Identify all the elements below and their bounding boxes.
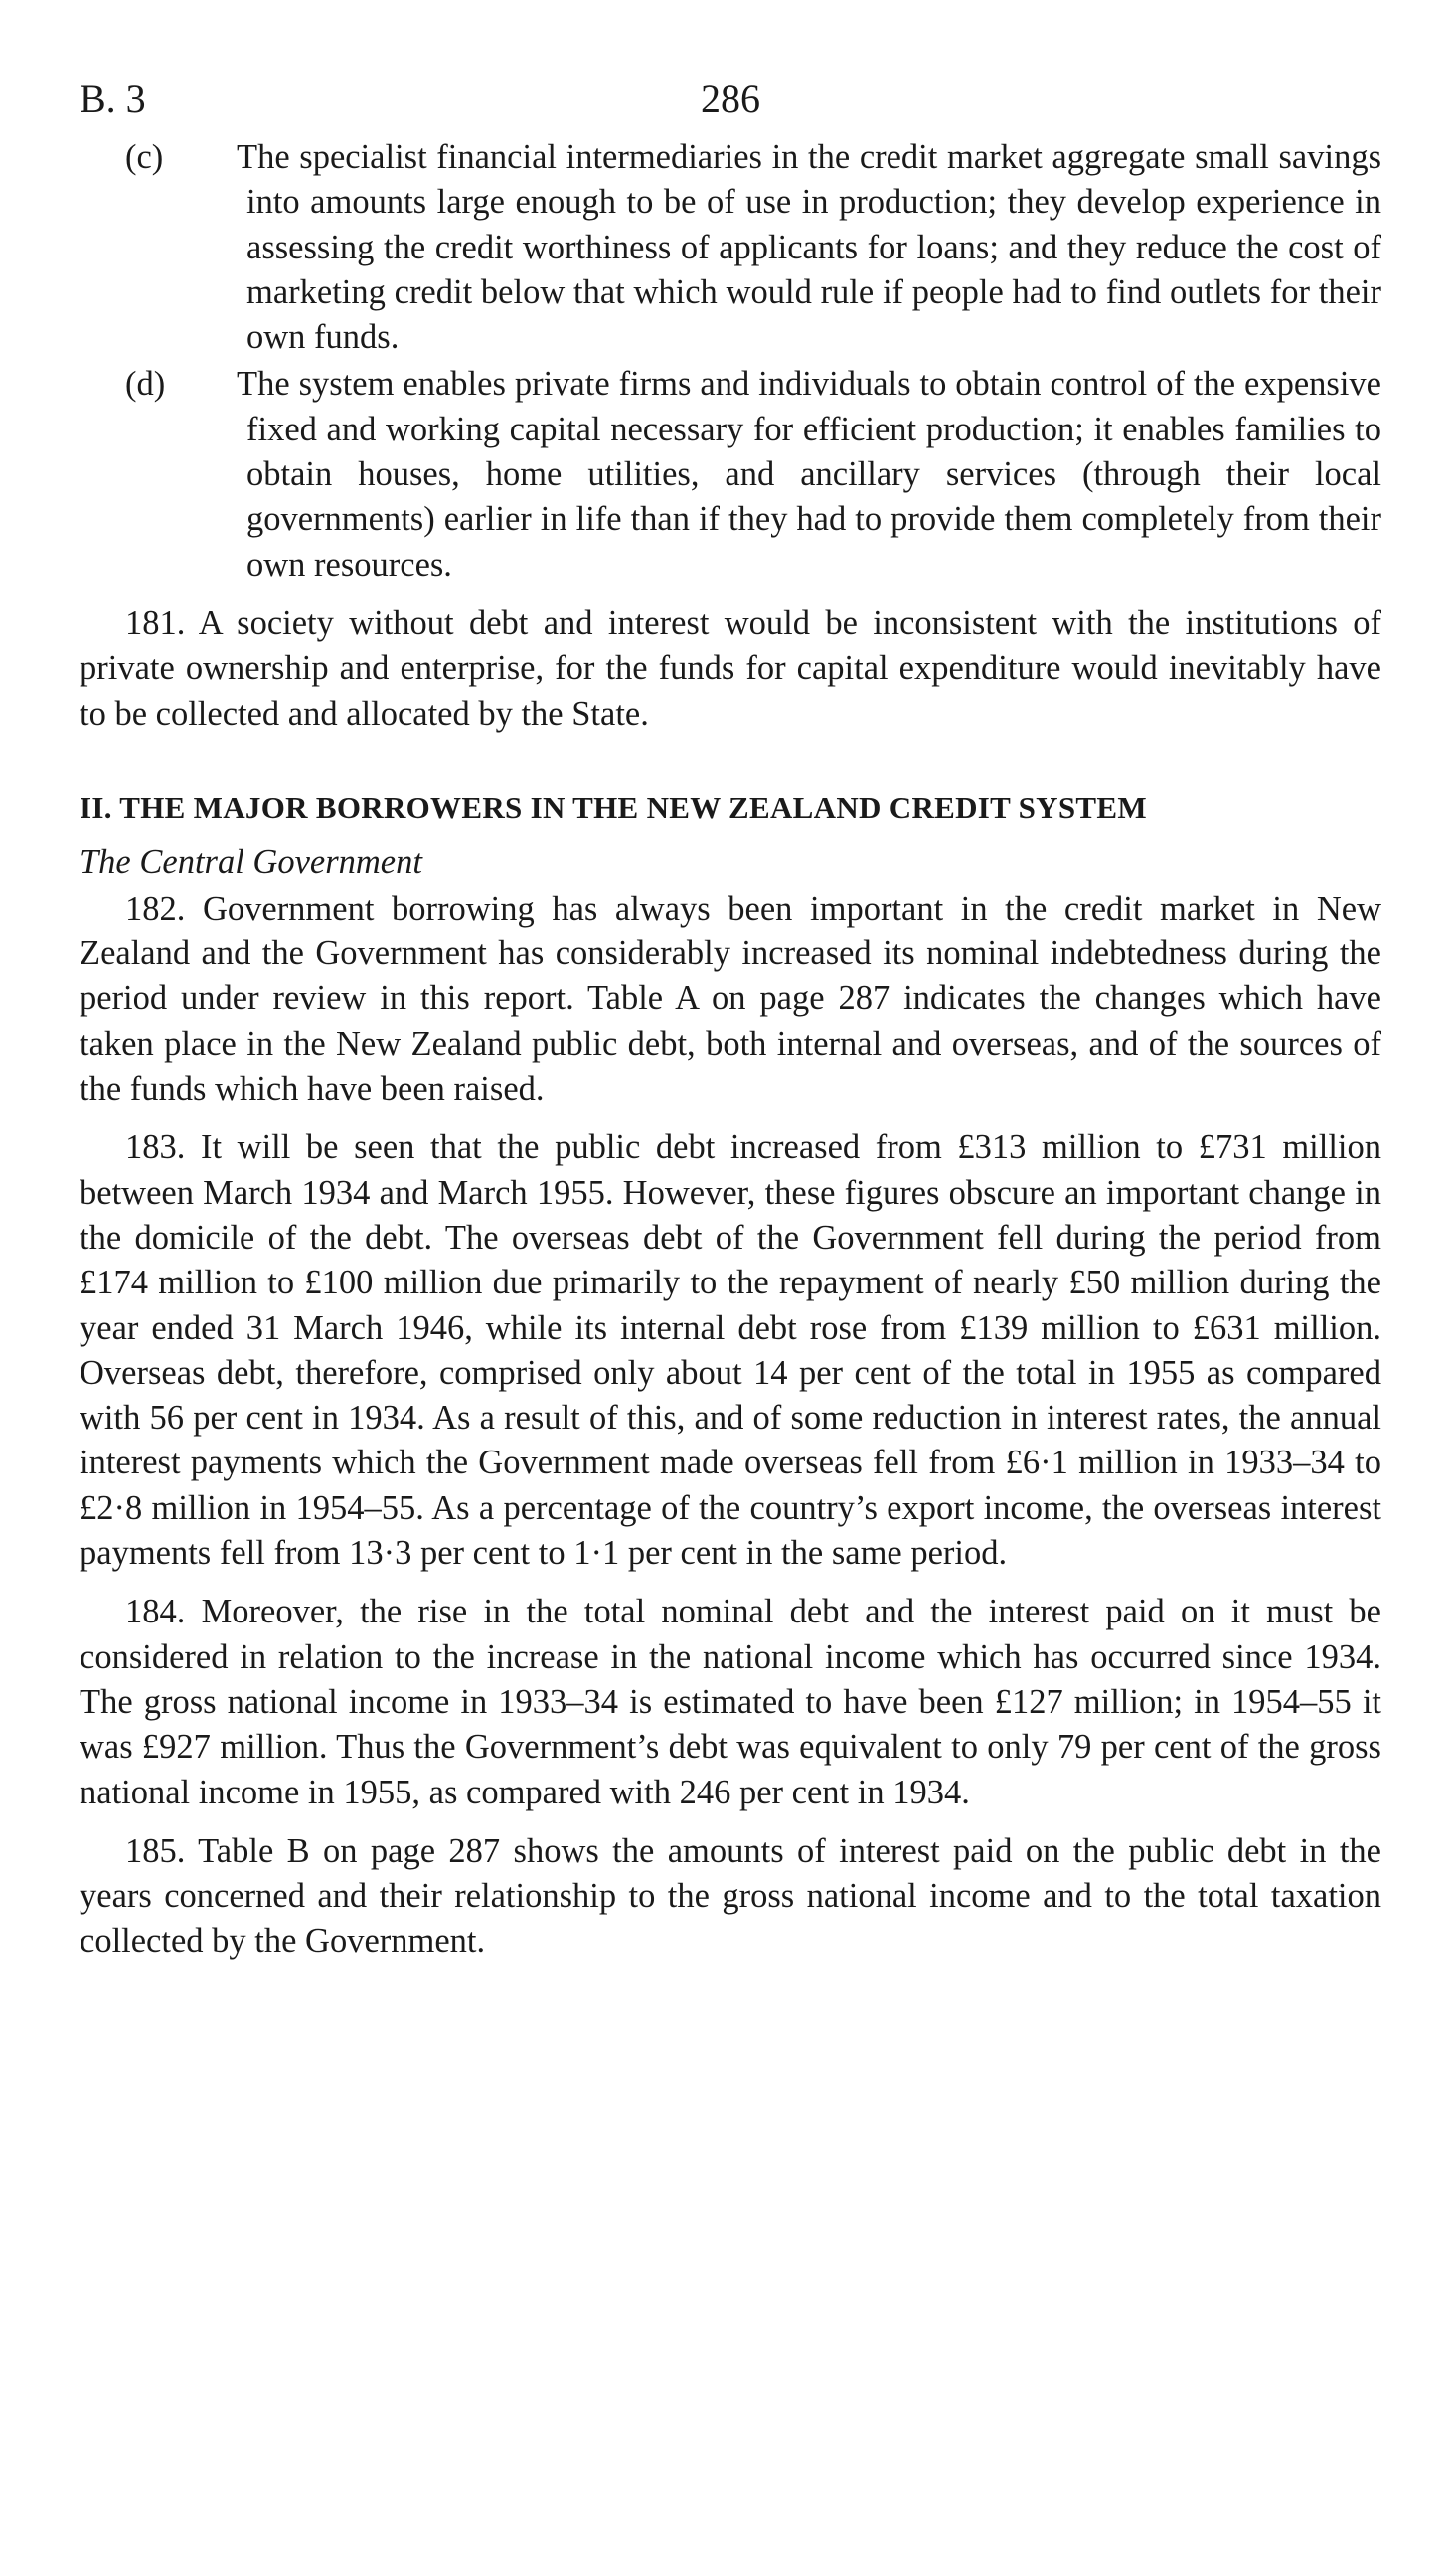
list-item-c	[80, 135, 1381, 360]
page-header	[80, 70, 1381, 129]
document-page	[80, 70, 1381, 1978]
paragraph-183: 183. It will be seen that the public debt increased from £313 million to £731 million between March 1934 and March 1955. However, these figures obscure an important change in the domicile of the debt. The overseas debt of the Government fell during the period from £174 million to £100 million due primarily to the repayment of nearly £50 million during the year ended 31 March 1946, while its internal debt rose from £139 million to £631 million. Overseas debt, therefore, comprised only about 14 per cent of the total in 1955 as compared with 56 per cent in 1934. As a result of this, and of some reduction in interest rates, the annual interest payments which the Government made overseas fell from £6·1 million in 1933–34 to £2·8 million in 1954–55. As a percentage of the country’s export income, the overseas interest payments fell from 13·3 per cent to 1·1 per cent in the same period.	[80, 1128, 1381, 1573]
list-item-d	[80, 362, 1381, 587]
page-body	[80, 135, 1381, 1964]
list-item-text: The specialist financial intermediaries in the credit market aggregate small savings into amounts large enough to be of use in production; they develop experience in assessing the credit worthiness of applicants for loans; and they reduce the cost of marketing credit below that which would rule if people had to find outlets for their own funds.	[237, 138, 1381, 357]
document-reference: B. 3	[80, 77, 146, 121]
paragraph-185: 185. Table B on page 287 shows the amounts of interest paid on the public debt in the years concerned and their relationship to the gross national income and to the total taxation collected by the Government.	[80, 1831, 1381, 1961]
list-marker: (d)	[125, 365, 166, 404]
page-number: 286	[701, 77, 760, 121]
list-item-text: The system enables private firms and individuals to obtain control of the expensive fixed and working capital necessary for efficient production; it enables families to obtain houses, home utilities, and ancillary services (through their local governments) earlier in life than if they had to provide them completely from their own resources.	[237, 365, 1381, 584]
subheading: The Central Government	[80, 842, 422, 881]
paragraph-181: 181. A society without debt and interest would be inconsistent with the institutions of private ownership and enterprise, for the funds for capital expenditure would inevitably have to be collected and allocated by the State.	[80, 603, 1381, 733]
section-heading: II. THE MAJOR BORROWERS IN THE NEW ZEALAND CREDIT SYSTEM	[80, 789, 1147, 825]
paragraph-182: 182. Government borrowing has always been important in the credit market in New Zealand and the Government has considerably increased its nominal indebtedness during the period under review in this report. Table A on page 287 indicates the changes which have taken place in the New Zealand public debt, both internal and overseas, and of the sources of the funds which have been raised.	[80, 889, 1381, 1109]
list-marker: (c)	[125, 138, 164, 176]
paragraph-184: 184. Moreover, the rise in the total nominal debt and the interest paid on it must be considered in relation to the increase in the national income which has occurred since 1934. The gross national income in 1933–34 is estimated to have been £127 million; in 1954–55 it was £927 million. Thus the Government’s debt was equivalent to only 79 per cent of the gross national income in 1955, as compared with 246 per cent in 1934.	[80, 1593, 1381, 1811]
